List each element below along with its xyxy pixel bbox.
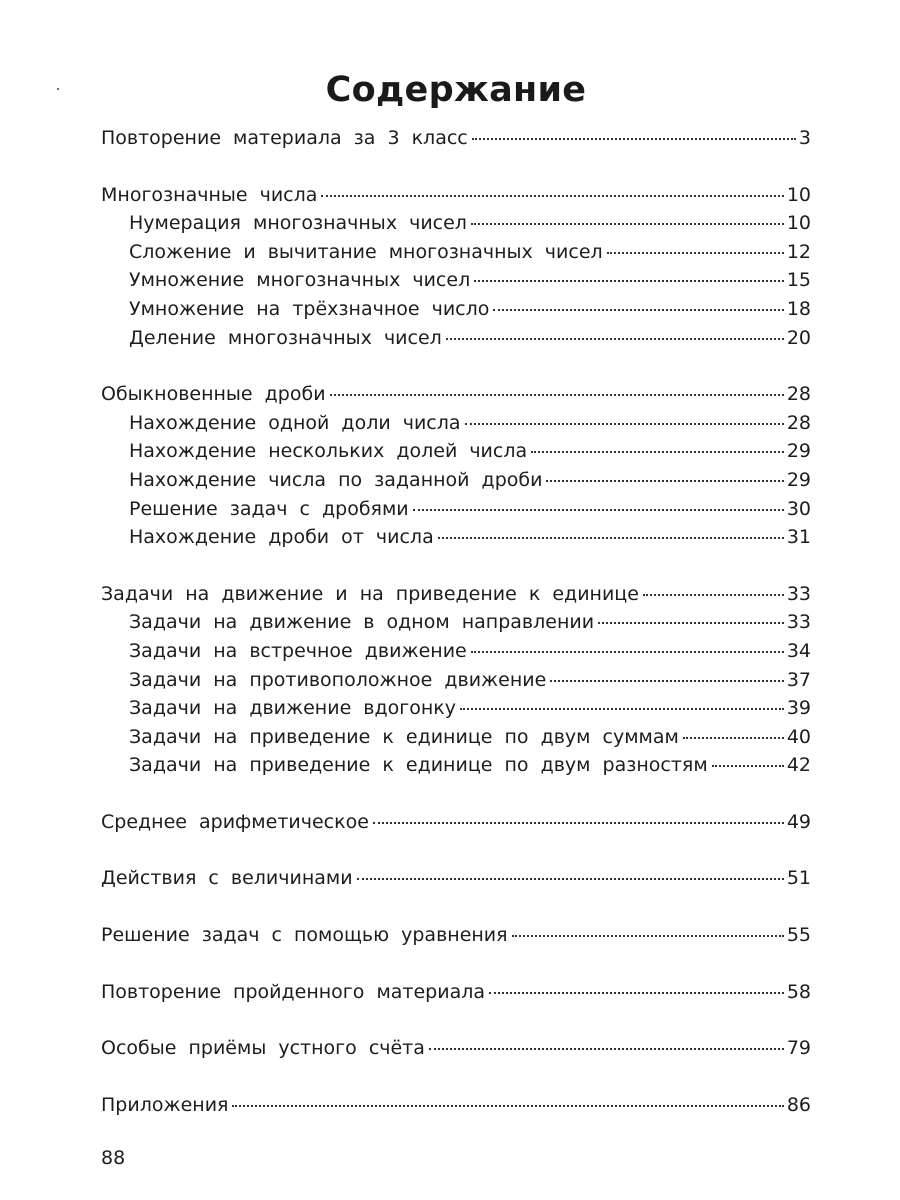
page-number: 88	[101, 1147, 126, 1169]
entry-title: Задачи на движение и на приведение к единице	[101, 582, 639, 605]
dot-leader	[438, 537, 784, 539]
entry-page-number: 31	[786, 526, 811, 549]
dot-leader	[321, 195, 783, 197]
toc-subentry	[101, 640, 811, 669]
entry-page-number: 28	[786, 411, 811, 434]
entry-page-number: 33	[786, 611, 811, 634]
entry-title: Умножение многозначных чисел	[129, 269, 471, 292]
toc-subentry	[101, 212, 811, 241]
dot-leader	[643, 594, 784, 596]
entry-page-number: 29	[786, 468, 811, 491]
entry-page-number: 12	[786, 240, 811, 263]
entry-page-number: 42	[786, 754, 811, 777]
entry-page-number: 51	[786, 867, 811, 890]
entry-page-number: 18	[786, 297, 811, 320]
entry-page-number: 30	[786, 497, 811, 520]
toc-subentry	[101, 726, 811, 755]
dot-leader	[471, 223, 784, 225]
entry-page-number: 29	[786, 440, 811, 463]
entry-title: Многозначные числа	[101, 183, 318, 206]
dot-leader	[474, 280, 784, 282]
toc-subentry	[101, 412, 811, 441]
toc-entry	[101, 1094, 811, 1123]
entry-title: Задачи на движение в одном направлении	[129, 611, 595, 634]
dot-leader	[465, 423, 784, 425]
entry-title: Среднее арифметическое	[101, 810, 369, 833]
toc-subentry	[101, 754, 811, 783]
toc-entry	[101, 127, 811, 156]
toc-entry	[101, 981, 811, 1010]
toc-subentry	[101, 440, 811, 469]
toc-section	[101, 924, 811, 953]
dot-leader	[413, 509, 784, 511]
entry-title: Задачи на движение вдогонку	[129, 697, 457, 720]
entry-page-number: 58	[786, 980, 811, 1003]
toc-entry	[101, 1037, 811, 1066]
dot-leader	[373, 822, 784, 824]
entry-page-number: 37	[786, 668, 811, 691]
entry-title: Решение задач с дробями	[129, 497, 409, 520]
dot-leader	[546, 480, 783, 482]
toc-section	[101, 184, 811, 356]
entry-page-number: 10	[786, 212, 811, 235]
entry-title: Нахождение числа по заданной дроби	[129, 468, 543, 491]
entry-page-number: 79	[786, 1037, 811, 1060]
dot-leader	[493, 309, 783, 311]
toc-entry	[101, 924, 811, 953]
toc-entry	[101, 583, 811, 612]
toc-subentry	[101, 697, 811, 726]
entry-page-number: 20	[786, 326, 811, 349]
toc-section	[101, 383, 811, 555]
dot-leader	[460, 708, 784, 710]
toc-subentry	[101, 327, 811, 356]
toc-subentry	[101, 241, 811, 270]
toc-subentry	[101, 498, 811, 527]
dot-leader	[330, 394, 784, 396]
toc-subentry	[101, 469, 811, 498]
entry-title: Повторение пройденного материала	[101, 980, 486, 1003]
entry-page-number: 39	[786, 697, 811, 720]
entry-page-number: 15	[786, 269, 811, 292]
toc-subentry	[101, 298, 811, 327]
entry-title: Задачи на приведение к единице по двум суммам	[129, 725, 679, 748]
table-of-contents	[101, 127, 811, 1150]
entry-page-number: 49	[786, 810, 811, 833]
dot-leader	[472, 138, 796, 140]
toc-section	[101, 867, 811, 896]
toc-section	[101, 981, 811, 1010]
dot-leader	[446, 338, 784, 340]
entry-title: Нахождение нескольких долей числа	[129, 440, 528, 463]
entry-title: Обыкновенные дроби	[101, 383, 326, 406]
page-title: Содержание	[325, 70, 587, 111]
entry-title: Приложения	[101, 1093, 229, 1116]
toc-section	[101, 127, 811, 156]
entry-page-number: 40	[786, 725, 811, 748]
dot-leader	[598, 622, 784, 624]
toc-entry	[101, 811, 811, 840]
toc-section	[101, 1094, 811, 1123]
dot-leader	[712, 765, 784, 767]
toc-subentry	[101, 526, 811, 555]
entry-page-number: 10	[786, 183, 811, 206]
entry-page-number: 28	[786, 383, 811, 406]
dot-leader	[550, 680, 783, 682]
dot-leader	[429, 1048, 784, 1050]
toc-subentry	[101, 611, 811, 640]
dot-leader	[683, 737, 784, 739]
entry-title: Задачи на приведение к единице по двум разностям	[129, 754, 708, 777]
toc-entry	[101, 383, 811, 412]
entry-title: Нахождение дроби от числа	[129, 526, 434, 549]
entry-title: Нахождение одной доли числа	[129, 411, 461, 434]
toc-subentry	[101, 669, 811, 698]
entry-title: Действия с величинами	[101, 867, 353, 890]
entry-title: Сложение и вычитание многозначных чисел	[129, 240, 603, 263]
toc-subentry	[101, 269, 811, 298]
toc-section	[101, 1037, 811, 1066]
entry-title: Умножение на трёхзначное число	[129, 297, 490, 320]
entry-page-number: 3	[798, 127, 811, 149]
entry-title: Нумерация многозначных чисел	[129, 212, 467, 235]
dot-leader	[232, 1105, 783, 1107]
entry-page-number: 34	[786, 639, 811, 662]
entry-title: Особые приёмы устного счёта	[101, 1037, 425, 1060]
dot-leader	[489, 992, 784, 994]
entry-page-number: 86	[786, 1093, 811, 1116]
entry-title: Решение задач с помощью уравнения	[101, 924, 508, 947]
dot-leader	[357, 878, 784, 880]
toc-entry	[101, 867, 811, 896]
dot-leader	[471, 651, 784, 653]
entry-title: Деление многозначных чисел	[129, 326, 442, 349]
dot-leader	[607, 252, 784, 254]
toc-section	[101, 583, 811, 783]
dot-leader	[531, 451, 784, 453]
entry-title: Задачи на противоположное движение	[129, 668, 547, 691]
entry-page-number: 33	[786, 582, 811, 605]
entry-page-number: 55	[786, 924, 811, 947]
toc-entry	[101, 184, 811, 213]
toc-section	[101, 811, 811, 840]
entry-title: Задачи на встречное движение	[129, 639, 467, 662]
entry-title: Повторение материала за 3 класс	[101, 127, 468, 149]
dot-leader	[512, 935, 784, 937]
